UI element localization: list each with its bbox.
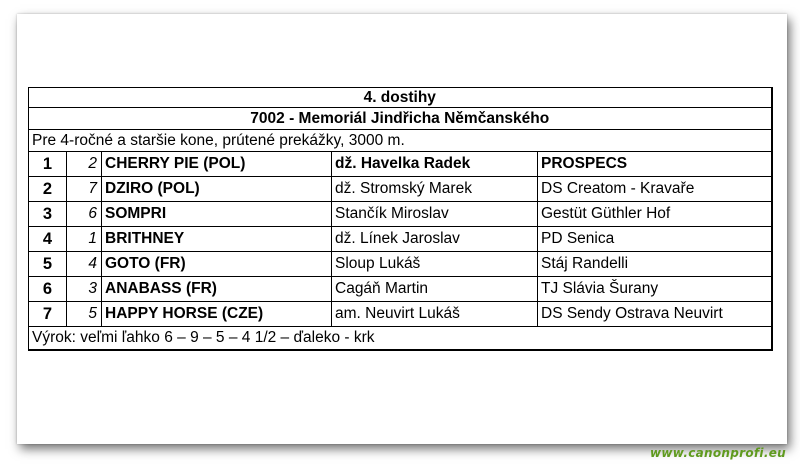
horse-cell: SOMPRI	[102, 202, 332, 227]
table-row	[29, 177, 772, 202]
start-number-cell: 2	[67, 152, 102, 177]
start-number-cell: 3	[67, 277, 102, 302]
owner-cell: TJ Slávia Šurany	[538, 277, 772, 302]
jockey-cell: dž. Stromský Marek	[332, 177, 538, 202]
verdict-row	[29, 327, 772, 351]
jockey-cell: Cagáň Martin	[332, 277, 538, 302]
table-row	[29, 227, 772, 252]
start-number-cell: 4	[67, 252, 102, 277]
jockey-cell: dž. Havelka Radek	[332, 152, 538, 177]
place-cell: 3	[29, 202, 67, 227]
title-row	[29, 88, 772, 108]
race-verdict: Výrok: veľmi ľahko 6 – 9 – 5 – 4 1/2 – ďaleko - krk	[29, 327, 772, 351]
place-cell: 1	[29, 152, 67, 177]
jockey-cell: Sloup Lukáš	[332, 252, 538, 277]
race-name: 7002 - Memoriál Jindřicha Němčanského	[29, 108, 772, 130]
horse-cell: GOTO (FR)	[102, 252, 332, 277]
horse-cell: BRITHNEY	[102, 227, 332, 252]
jockey-cell: dž. Línek Jaroslav	[332, 227, 538, 252]
start-number-cell: 1	[67, 227, 102, 252]
owner-cell: PD Senica	[538, 227, 772, 252]
race-conditions: Pre 4-ročné a staršie kone, prútené prekážky, 3000 m.	[29, 130, 772, 152]
place-cell: 6	[29, 277, 67, 302]
place-cell: 2	[29, 177, 67, 202]
jockey-cell: Stančík Miroslav	[332, 202, 538, 227]
watermark-text: www.canonprofi.eu	[649, 446, 786, 460]
race-name-row	[29, 108, 772, 130]
race-day-title: 4. dostihy	[29, 88, 772, 108]
horse-cell: CHERRY PIE (POL)	[102, 152, 332, 177]
table-row	[29, 252, 772, 277]
horse-cell: ANABASS (FR)	[102, 277, 332, 302]
race-results-table	[28, 87, 773, 351]
table-row	[29, 202, 772, 227]
table-row	[29, 277, 772, 302]
table-row	[29, 152, 772, 177]
owner-cell: DS Creatom - Kravaře	[538, 177, 772, 202]
horse-cell: HAPPY HORSE (CZE)	[102, 302, 332, 327]
owner-cell: Gestüt Güthler Hof	[538, 202, 772, 227]
conditions-row	[29, 130, 772, 152]
place-cell: 5	[29, 252, 67, 277]
horse-cell: DZIRO (POL)	[102, 177, 332, 202]
owner-cell: Stáj Randelli	[538, 252, 772, 277]
owner-cell: PROSPECS	[538, 152, 772, 177]
jockey-cell: am. Neuvirt Lukáš	[332, 302, 538, 327]
owner-cell: DS Sendy Ostrava Neuvirt	[538, 302, 772, 327]
start-number-cell: 5	[67, 302, 102, 327]
place-cell: 7	[29, 302, 67, 327]
place-cell: 4	[29, 227, 67, 252]
table-row	[29, 302, 772, 327]
start-number-cell: 7	[67, 177, 102, 202]
start-number-cell: 6	[67, 202, 102, 227]
